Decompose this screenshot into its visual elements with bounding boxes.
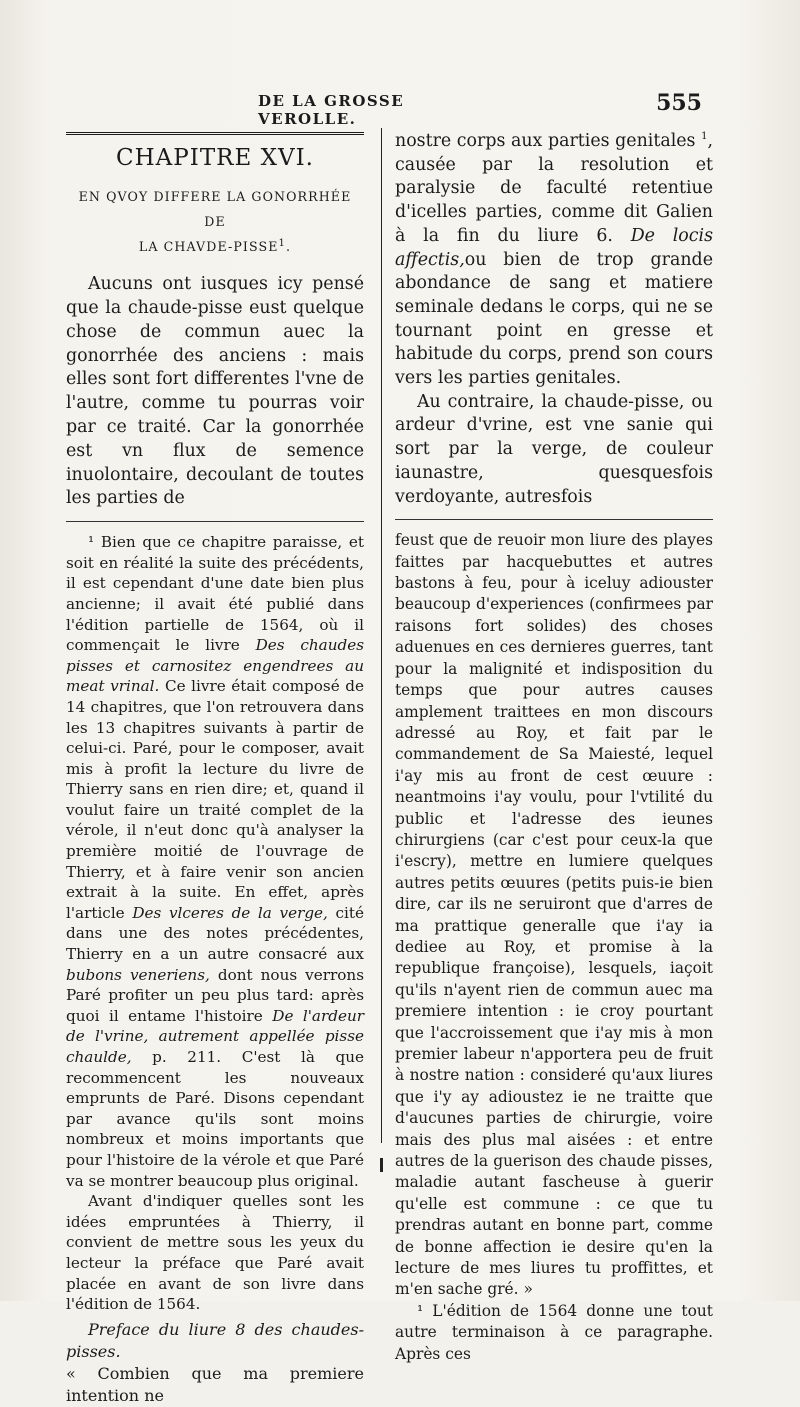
chapter-rule — [66, 132, 364, 135]
chapter-paragraph-1: Aucuns ont iusques icy pensé que la chaude-pisse eust quelque chose de commun auec la gonorrhée des anciens : mais elles sont fort differentes l'vne de l'autre, comme tu pourras voir par ce traité. Car la gonorrhée est vn flux de semence inuolontaire, decoulant de toutes les parties de — [66, 274, 364, 509]
preface-heading: Preface du liure 8 des chaudes-pisses. — [66, 1319, 364, 1361]
page-number: 555 — [656, 90, 702, 116]
preface-start: « Combien que ma premiere intention ne — [66, 1363, 364, 1405]
footnote-text-1: Bien que ce chapitre paraisse, et soit en réalité la suite des précédents, il est cependant d'une date bien plus ancienne; il avait été publié dans l'édition partielle de 1564, où il commençait le livre — [66, 533, 364, 655]
footnote-text-3: cité dans une des notes précédentes, Thierry en a un autre consacré aux — [66, 903, 364, 964]
footnote-text-5: p. 211. C'est là que recommencent les nouveaux emprunts de Paré. Disons cependant par avance qu'ils sont moins nombreux et moins importants que pour l'histoire de la vérole et que Paré va se montrer beaucoup plus original. — [66, 1048, 364, 1190]
column-divider-end — [380, 1158, 383, 1172]
footnote-title-4: De l'ardeur de l'vrine, autrement appellée pisse chaulde, — [66, 1006, 365, 1067]
italic-reference: De locis affectis, — [395, 225, 713, 270]
chapter-note-mark: 1 — [278, 238, 286, 250]
running-title: DE LA GROSSE VEROLLE. — [258, 92, 405, 128]
footnote-paragraph-2: Avant d'indiquer quelles sont les idées empruntées à Thierry, il convient de mettre sous les yeux du lecteur la préface que Paré avait placée en avant de son livre dans l'édition de 1564. — [66, 1192, 364, 1314]
left-column — [66, 128, 364, 1407]
footnote-title-1: Des chaudes pisses et carnositez engendrees au meat vrinal. — [66, 636, 364, 696]
chapter-subtitle — [66, 184, 364, 259]
footnote-text-2: Ce livre était composé de 14 chapitres, que l'on retrouvera dans les 13 chapitres suivants à partir de celui-ci. Paré, pour le composer, avait mis à profit la lecture du livre de Thierry sans en rien dire; et, quand il voulut faire un traité complet de la vérole, il n'eut donc qu'à analyser la première moitié de l'ouvrage de Thierry, et à faire venir son ancien extrait à la suite. En effet, après l'article — [66, 677, 364, 922]
footnote-rule-right — [395, 519, 713, 520]
column-divider — [381, 128, 382, 1143]
preface-continuation: feust que de reuoir mon liure des playes faittes par hacquebuttes et autres bastons à feu, pour à iceluy adiouster beaucoup d'experiences (confirmees par raisons fort solides) des choses aduenues en ces dernieres guerres, tant pour la malignité et indisposition du temps que pour autres causes amplement traittees en mon discours adressé au Roy, et fait par le commandement de Sa Maiesté, lequel i'ay mis au front de cest œuure : neantmoins i'ay voulu, pour l'vtilité du public et l'adresse des ieunes chirurgiens (car c'est pour ceux-la que i'escry), mettre en lumiere quelques autres petits œuures (petits puis-ie bien dire, car ils ne seruiront que d'arres de ma prattique generalle que i'ay ia dediee au Roy, et promise à la republique françoise), lesquels, iaçoit qu'ils n'ayent rien de commun auec ma premiere intention : ie croy pourtant que l'accroissement que i'ay mis à mon premier labeur n'apportera peu de fruit à nostre nation : consideré qu'aux liures que i'y ay adioustez ie ne traitte que d'aucunes parties de chirurgie, voire mais des plus mal aisées : et entre autres de la guerison des chaude pisses, maladie autant fascheuse à guerir qu'elle est commune : ce que tu prendras autant en bonne part, comme de bonne affection ie desire qu'en la lecture de mes liures tu proffittes, et m'en sache gré. » — [395, 531, 713, 1299]
note-mark: 1 — [701, 131, 708, 143]
footnote-right-mark: ¹ — [417, 1301, 424, 1320]
footnote-mark: ¹ — [88, 533, 95, 552]
right-column — [395, 130, 713, 1365]
footnote-right-text: L'édition de 1564 donne une tout autre terminaison à ce paragraphe. Après ces — [395, 1301, 713, 1363]
footnote-title-2: Des vlceres de la verge, — [132, 903, 328, 922]
footnote-rule — [66, 521, 364, 522]
chapter-subtitle-line-2: LA CHAVDE-PISSE — [138, 239, 279, 255]
footnote-1 — [66, 532, 364, 1191]
footnote-title-3: bubons veneriens, — [66, 965, 210, 984]
chapter-paragraph-1-continued: nostre corps aux parties genitales $^1$, causée par la resolution et paralysie de faculté retentiue d'icelles parties, comme dit Galien à la fin du liure 6. De locis affectis,ou bien de trop grande abondance de sang et matiere seminale dedans le corps, qui ne se tournant point en gresse et habitude du corps, prend son cours vers les parties genitales. — [395, 131, 713, 389]
footnote-right — [395, 1301, 713, 1365]
chapter-subtitle-line-1: EN QVOY DIFFERE LA GONORRHÉE DE — [78, 189, 352, 230]
chapter-title: CHAPITRE XVI. — [116, 145, 314, 171]
chapter-subtitle-end: . — [285, 239, 292, 255]
chapter-paragraph-2: Au contraire, la chaude-pisse, ou ardeur d'vrine, est vne sanie qui sort par la verge, de couleur iaunastre, quesquesfois verdoyante, autresfois — [395, 391, 713, 507]
footnote-text-4: dont nous verrons Paré profiter un peu plus tard: après quoi il entame l'histoire — [66, 965, 364, 1025]
